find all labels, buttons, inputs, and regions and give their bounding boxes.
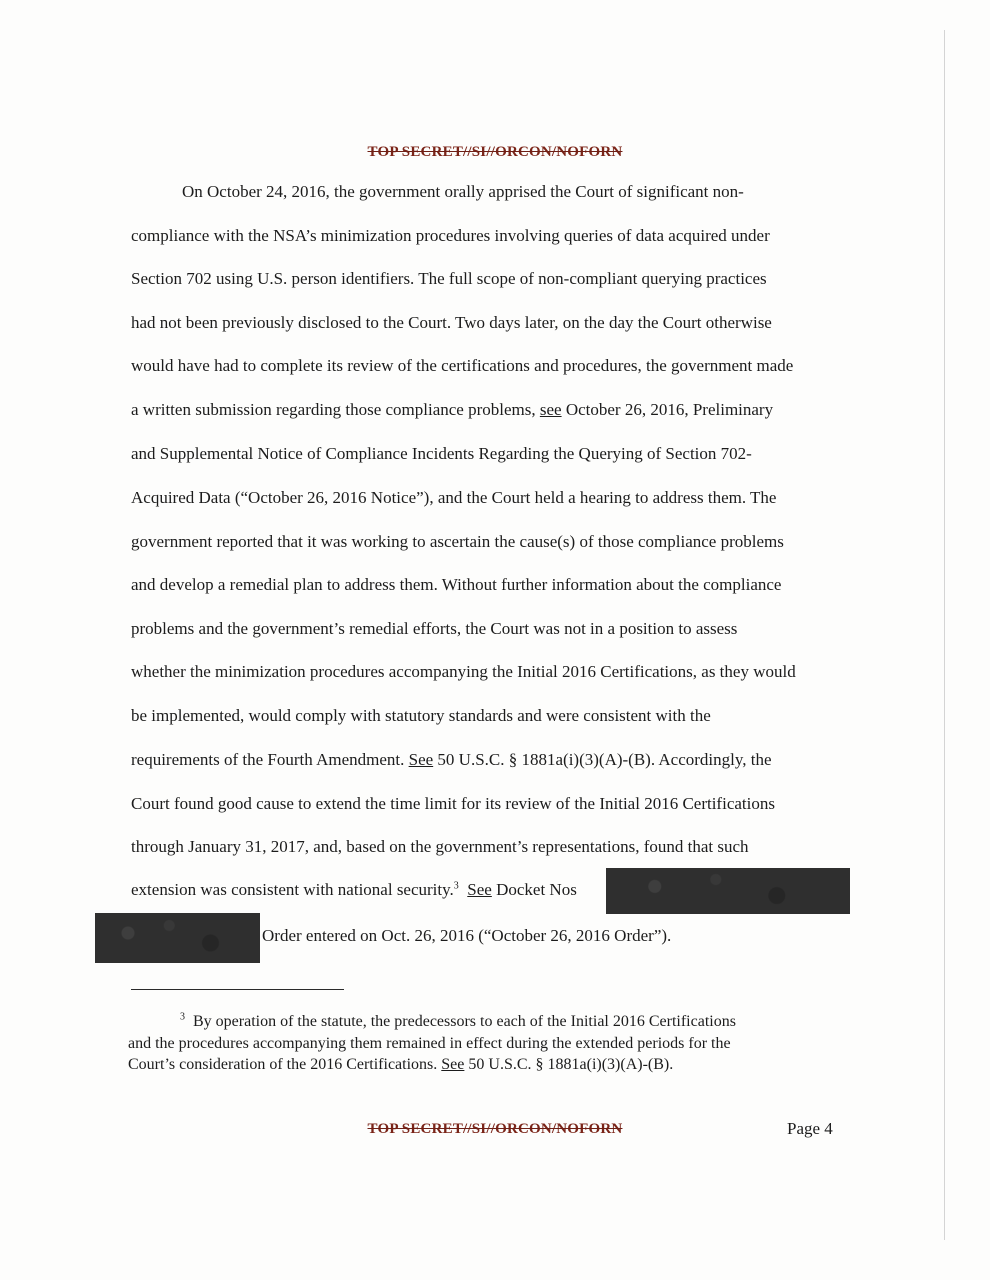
page-edge-line bbox=[944, 30, 945, 1240]
see-signal: See bbox=[441, 1056, 465, 1073]
body-line-3: Section 702 using U.S. person identifiers. The full scope of non-compliant querying practices bbox=[131, 269, 767, 288]
body-line-7: and Supplemental Notice of Compliance Incidents Regarding the Querying of Section 702- bbox=[131, 444, 752, 463]
body-line-12: whether the minimization procedures accompanying the Initial 2016 Certifications, as they would bbox=[131, 662, 796, 681]
body-line-5: would have had to complete its review of the certifications and procedures, the government made bbox=[131, 356, 794, 375]
body-line-1: On October 24, 2016, the government orally apprised the Court of significant non- bbox=[182, 182, 744, 201]
footnote-reference: 3 bbox=[453, 880, 459, 892]
see-signal: See bbox=[408, 750, 434, 769]
body-line-18: Order entered on Oct. 26, 2016 (“October 26, 2016 Order”). bbox=[262, 926, 672, 945]
footnote-marker: 3 bbox=[180, 1011, 185, 1023]
body-line-15: Court found good cause to extend the time limit for its review of the Initial 2016 Certifications bbox=[131, 794, 775, 813]
body-line-2: compliance with the NSA’s minimization procedures involving queries of data acquired under bbox=[131, 226, 770, 245]
footnote-separator bbox=[131, 989, 344, 990]
body-line-11: problems and the government’s remedial efforts, the Court was not in a position to assess bbox=[131, 619, 738, 638]
footnote-line-3 bbox=[128, 1055, 673, 1075]
footnote-line-1-text: By operation of the statute, the predecessors to each of the Initial 2016 Certifications bbox=[193, 1013, 736, 1030]
footnote-line-1 bbox=[180, 1012, 736, 1032]
page-number: Page 4 bbox=[787, 1119, 833, 1138]
body-line-10: and develop a remedial plan to address them. Without further information about the compliance bbox=[131, 575, 782, 594]
body-line-13: be implemented, would comply with statutory standards and were consistent with the bbox=[131, 706, 711, 725]
body-line-17 bbox=[131, 880, 577, 900]
classification-header: TOP SECRET//SI//ORCON/NOFORN bbox=[367, 144, 623, 160]
redaction-block bbox=[95, 913, 260, 963]
body-line-6-post: October 26, 2016, Preliminary bbox=[561, 400, 774, 419]
footnote-line-2: and the procedures accompanying them remained in effect during the extended periods for the bbox=[128, 1035, 731, 1052]
see-signal: see bbox=[539, 400, 562, 419]
body-line-14-pre: requirements of the Fourth Amendment. bbox=[131, 750, 409, 769]
body-line-17-pre: extension was consistent with national security. bbox=[131, 880, 454, 899]
footnote-line-3-post: 50 U.S.C. § 1881a(i)(3)(A)-(B). bbox=[464, 1056, 674, 1073]
body-line-6-pre: a written submission regarding those compliance problems, bbox=[131, 400, 540, 419]
classification-footer: TOP SECRET//SI//ORCON/NOFORN bbox=[367, 1121, 623, 1137]
body-line-8: Acquired Data (“October 26, 2016 Notice”), and the Court held a hearing to address them. The bbox=[131, 488, 777, 507]
body-line-9: government reported that it was working to ascertain the cause(s) of those compliance problems bbox=[131, 532, 784, 551]
body-line-14-post: 50 U.S.C. § 1881a(i)(3)(A)-(B). Accordingly, the bbox=[433, 750, 772, 769]
footnote-line-3-pre: Court’s consideration of the 2016 Certifications. bbox=[128, 1056, 442, 1073]
body-line-16: through January 31, 2017, and, based on the government’s representations, found that such bbox=[131, 837, 749, 856]
see-signal: See bbox=[467, 880, 492, 899]
body-line-14 bbox=[131, 750, 772, 770]
redaction-block bbox=[606, 868, 850, 914]
body-line-6 bbox=[131, 400, 773, 420]
body-line-4: had not been previously disclosed to the Court. Two days later, on the day the Court otherwise bbox=[131, 313, 772, 332]
body-line-17-post: Docket Nos bbox=[491, 880, 577, 899]
